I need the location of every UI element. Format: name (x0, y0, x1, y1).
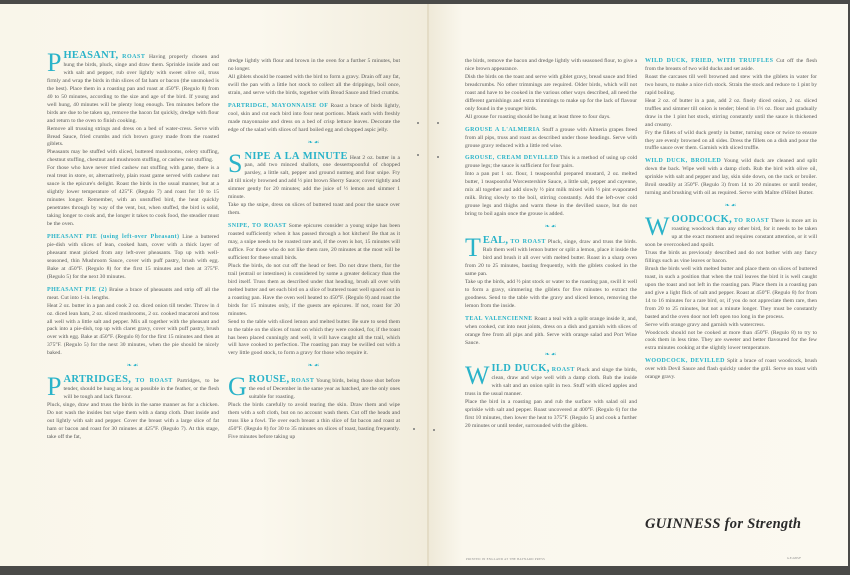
recipe-title: NIPE A LA MINUTE (244, 150, 348, 162)
catalog-code: G.E.2265/F (787, 556, 802, 560)
recipe-paragraph (228, 103, 400, 135)
column-4 (645, 58, 817, 387)
recipe-text: Pluck and singe the birds, clean, draw and wipe well with a damp cloth. Rub the inside with salt and an onion split in two. Stuff with sliced apples and truss in the usual manner. (465, 367, 637, 398)
recipe-text: All grouse for roasting should be hung at least three to four days. (465, 113, 611, 120)
recipe-section (47, 287, 219, 359)
drop-cap: S (228, 148, 243, 178)
book-spread (0, 4, 848, 566)
recipe-section (465, 361, 637, 431)
recipe-paragraph (465, 399, 637, 431)
recipe-text: Cut off the flesh from the breasts of two wild ducks and set aside. (645, 58, 817, 72)
ornament-divider: ❧☙ (126, 363, 140, 370)
recipe-title: ARTRIDGES, (63, 374, 132, 386)
drop-cap: G (228, 372, 247, 402)
recipe-section (228, 58, 400, 98)
binding-mark (437, 156, 439, 158)
recipe-text: Brush the birds well with melted butter and place them on slices of buttered toast, in such a position that when the trail leaves the bird it is well caught upon the toast and not left in the roasting pan. Place them in a roasting pan and give a light flick of salt and pepper. Roast at 450°F. (Regulo 8) for from 14 to 16 minutes for a rare bird, or, if you do not appreciate them rare, then from 20 to 25 minutes, but not a minute longer. They must be constantly basted and the oven door not left open too long in the process. (645, 265, 817, 320)
recipe-subtitle: ROAST (291, 378, 315, 385)
recipe-paragraph (465, 233, 638, 279)
recipe-section (465, 233, 638, 311)
recipe-text: Woodcock should not be cooked at more than 450°F. (Regulo 8) to try to cook them in less time. They are sweeter and better flavoured for the few extra minutes cooking at the slightly lower temperature. (645, 329, 817, 352)
recipe-section (228, 148, 400, 219)
recipe-paragraph (645, 358, 817, 382)
recipe-section (47, 234, 219, 282)
recipe-paragraph (228, 402, 400, 442)
recipe-paragraph (645, 212, 817, 250)
recipe-section (645, 358, 817, 382)
recipe-text: Pluck the birds, do not cut off the head or feet. Do not draw them, for the trail (entrail or intestines) is considered by some a greater delicacy than the bird itself. Truss them as described under that heading, brush all over with melted butter and set each bird on a slice of buttered toast well spaced out in a roasting pan. Have the oven well heated to 450°F. (Regulo 8) and roast the birds for 15 minutes only, if the guests are epicures. If not, roast for 20 minutes. (228, 262, 400, 317)
recipe-text: Roast a teal with a split orange inside it, and, when cooked, cut into neat joints, dress on a dish and garnish with slices of orange free from all pips and pith. Serve with orange salad and Port Wine Sauce. (465, 315, 638, 346)
recipe-title: GROUSE, CREAM DEVILLED (465, 155, 559, 162)
recipe-text: Heat 2 oz. of butter in a pan, add 2 oz. finely diced onion, 2 oz. sliced truffles and simmer till onion is tender; blend in 1½ oz. flour and gradually draw in the 1 pint hot stock, stirring constantly until the sauce is thickened and creamy. (645, 97, 817, 128)
recipe-paragraph (645, 74, 817, 98)
binding-mark (417, 122, 419, 124)
recipe-title: OODCOCK, (671, 214, 732, 226)
recipe-text: Braise a brace of pheasants and strip off all the meat. Cut into 1-in. lengths. (47, 286, 219, 301)
drop-cap: T (465, 233, 481, 263)
recipe-section (228, 372, 400, 442)
recipe-paragraph (47, 149, 219, 165)
recipe-subtitle: TO ROAST (733, 218, 770, 225)
recipe-text: Place the bird in a roasting pan and rub the surface with salad oil and sprinkle with salt and pepper. Roast uncovered at 400°F. (Regulo 6) for the first 10 minutes, then lower the heat to 375°F. (Regulo 5) and cook a further 20 minutes or until tender, surrounded with the giblets. (465, 399, 637, 430)
drop-cap: W (645, 212, 670, 242)
recipe-text: Line a buttered pie-dish with slices of lean, cooked ham, cover with a thick layer of pheasant meat picked from any left-over pheasants. Top up with well-seasoned, thin Mushroom Sauce, cover with puff pastry, brush with egg. Bake at 450°F. (Regulo 8) for the first 15 minutes and then at 375°F. (Regulo 5) for the next 30 minutes. (47, 233, 220, 280)
recipe-paragraph (645, 98, 817, 130)
recipe-text: Take up the snipe, dress on slices of buttered toast and pour the sauce over them. (228, 202, 400, 217)
recipe-paragraph (645, 130, 817, 154)
recipe-section (465, 127, 637, 151)
recipe-paragraph (645, 58, 817, 74)
recipe-subtitle: TO ROAST (510, 239, 546, 246)
recipe-title: ILD DUCK, (491, 363, 550, 375)
ornament-divider: ❧☙ (544, 224, 558, 231)
recipe-title: HEASANT, (63, 50, 119, 61)
recipe-text: Partridges, to be tender, should be hung as long as possible in the feather, or the flesh will be tough and lack flavour. (63, 378, 219, 401)
binding-mark (413, 428, 415, 430)
recipe-section (465, 155, 637, 219)
ornament-divider: ❧☙ (544, 352, 558, 359)
binding-mark (417, 154, 419, 156)
recipe-text: Heat 2 oz. butter in a pan and cook 2 oz. diced onion till tender. Throw in 4 oz. diced lean ham, 2 oz. sliced mushrooms, 2 oz. cooked macaroni and toss all well with a little salt and pepper. Mix all together with the pheasant and pack into a pie-dish, top up with claret gravy, cover with puff pastry, brush over with egg. Bake at 450°F. (Regulo 8) for the first 15 minutes and then at 375°F. (Regulo 5) for the next 30 minutes, when the pie should be nicely baked. (47, 302, 219, 357)
recipe-paragraph (228, 263, 400, 319)
recipe-title: WILD DUCK, BROILED (645, 158, 722, 165)
recipe-section (465, 58, 637, 122)
column-3 (465, 58, 637, 436)
recipe-paragraph (47, 126, 219, 150)
recipe-text: Young wild duck are cleaned and split down the back. Wipe well with a damp cloth. Rub the bird with olive oil, sprinkle with salt and pepper and lay, skin side down, on the rack or broiler. Broil steadily at 350°F. (Regulo 3) from 14 to 20 minutes or until tender, turning and brushing with oil as required. Serve with Maître d'Hôtel Butter. (645, 158, 817, 197)
recipe-paragraph (228, 58, 400, 74)
recipe-text: For those who have never tried cashew nut stuffing with game, there is a real treat in store, or, alternatively, plain roast game served with cashew nut sauce is the epicure's delight. Roast the birds in the usual manner, but at a slightly lower temperature of 425°F. (Regulo 7) and roast for 10 to 15 minutes longer. Remember, with an unstuffed bird, the heat quickly penetrates through by way of the vent, but, when stuffed, the bird is solid, taking longer to cook and, the longer it takes to cook food, the steadier must be the oven. (47, 165, 219, 228)
recipe-title: GROUSE A L'ALMERIA (465, 126, 541, 133)
recipe-paragraph (47, 48, 220, 126)
recipe-title: EAL, (482, 235, 509, 247)
recipe-paragraph (645, 322, 817, 330)
recipe-title: PHEASANT PIE (2) (47, 286, 108, 293)
recipe-paragraph (465, 316, 637, 348)
recipe-paragraph (228, 223, 400, 263)
recipe-paragraph (645, 266, 817, 322)
ornament-divider: ❧☙ (724, 203, 738, 210)
recipe-text: Roast a brace of birds lightly, cool, skin and cut each bird into four neat portions. Mask each with freshly made mayonnaise and dress on a bed of crisp lettuce leaves. Decorate the edge of the salad with slices of hard boiled egg and chopped aspic jelly. (228, 102, 400, 133)
recipe-subtitle: ROAST (551, 367, 575, 374)
recipe-paragraph (465, 279, 637, 311)
recipe-text: Pluck, singe, draw and truss the birds. Rub them well with lemon butter or split a lemon, place it inside the bird and brush it all over with melted butter. Roast in a sharp oven from 20 to 25 minutes, basting frequently, with the giblets cooked in the same pan. (465, 239, 638, 277)
recipe-paragraph (465, 361, 637, 399)
recipe-text: Dish the birds on the toast and serve with giblet gravy, bread sauce and fried breadcrumbs. No other trimmings are required. Older birds, which will not roast and have to be cooked in the various other ways described, all need the different garnishings and extra trimmings to make up for the lack of flavour only found in the younger birds. (465, 73, 637, 112)
book-gutter (427, 4, 429, 566)
recipe-text: Pheasants may be stuffed with sliced, buttered mushrooms, celery stuffing, chestnut stuffing, chestnut and mushroom stuffing, or cashew nut stuffing. (47, 149, 219, 164)
recipe-section (228, 223, 400, 358)
column-2 (228, 58, 400, 447)
recipe-paragraph (228, 148, 400, 203)
binding-mark (437, 122, 439, 124)
ornament-divider: ❧☙ (307, 139, 321, 146)
recipe-text: Split a brace of roast woodcock, brush over with Devil Sauce and flash quickly under the grill. Serve on toast with orange gravy. (645, 358, 818, 381)
recipe-section (645, 158, 817, 198)
recipe-title: WOODCOCK, DEVILLED (645, 358, 725, 365)
recipe-text: Into a pan put 1 oz. flour, 1 teaspoonful prepared mustard, 2 oz. melted butter, 1 teaspoonful Worcestershire Sauce, a little salt, pepper and cayenne, mix all together and add slowly ½ pint milk mixed with ½ pint evaporated milk. Bring slowly to the boil, stirring constantly. Add the left-over cold grouse legs and thighs and warm these in the devilled sauce, but do not bring to boil again once the grouse is added. (465, 171, 637, 218)
recipe-text: Pluck, singe, draw and truss the birds in the same manner as for a chicken. Do not wash the insides but wipe them with a damp cloth. Dust inside and out lightly with salt and pepper. Cover the breast with a large slice of fat ham or bacon and roast for 30 minutes at 425°F. (Regulo 7). At this stage, take off the fat, (47, 402, 219, 440)
recipe-paragraph (645, 250, 817, 266)
recipe-text: Heat 2 oz. butter in a pan, add two minced shallots, one dessertspoonful of chopped parsley, a little salt, pepper and ground nutmeg and four snipe. Fry all till nicely browned and add ½ pint brown Sherry Sauce; cover tightly and simmer gently for 20 minutes; add the juice of ½ lemon and simmer 1 minute. (228, 154, 400, 201)
recipe-text: This is a method of using up cold grouse legs; the sauce is sufficient for four pairs. (465, 155, 637, 170)
recipe-section (645, 212, 817, 353)
recipe-text: All giblets should be roasted with the bird to form a gravy. Drain off any fat, swill the pan with a little hot stock to collect all the drippings, boil once, strain, and serve with the birds, together with Bread Sauce and fried crumbs. (228, 73, 400, 96)
recipe-paragraph (228, 74, 400, 98)
printer-credit: PRINTED IN ENGLAND AT THE BAYNARD PRESS (466, 557, 546, 561)
guinness-slogan: GUINNESS for Strength (645, 516, 802, 532)
recipe-text: Some epicures consider a young snipe has been roasted sufficiently when it has passed through a hot kitchen! Be that as it may, a snipe needs to be roasted rare and, if the oven is hot, 15 minutes will suffice. For those who do not like them rare, 20 minutes at the most will be sufficient for these small birds. (228, 223, 400, 261)
recipe-paragraph (228, 202, 400, 218)
recipe-paragraph (47, 234, 219, 282)
recipe-paragraph (465, 171, 637, 219)
recipe-section (228, 103, 400, 135)
recipe-title: SNIPE, TO ROAST (228, 223, 287, 230)
recipe-title: TEAL VALENCIENNE (465, 315, 533, 322)
ornament-divider: ❧☙ (307, 363, 321, 370)
recipe-text: the birds, remove the bacon and dredge lightly with seasoned flour, to give a nice brown appearance. (465, 58, 637, 72)
recipe-paragraph (47, 372, 219, 402)
recipe-subtitle: ROAST (122, 54, 146, 60)
binding-mark (433, 429, 435, 431)
recipe-text: Pluck the birds carefully to avoid tearing the skin. Draw them and wipe them with a soft cloth, but on no account wash them. Cut off the heads and truss like a fowl. Tie over each breast a thin slice of fat bacon and roast at 450°F. (Regulo 8) for 30 to 35 minutes on slices of toast, basting frequently. Five minutes before taking up (228, 402, 400, 440)
recipe-text: Send to the table with sliced lemon and melted butter. Be sure to send them to the table on the slices of toast on which they were cooked, for, if the toast has been placed cunningly and well, it will have caught all the trail, which will have cooked to perfection. The roasting pan may be swilled out with a very little good stock, to form a gravy for those who require it. (228, 318, 400, 357)
recipe-section (47, 48, 220, 229)
recipe-title: ROUSE, (248, 374, 290, 386)
recipe-paragraph (228, 372, 400, 402)
drop-cap: P (47, 48, 62, 77)
recipe-text: Serve with orange gravy and garnish with watercress. (645, 321, 765, 328)
recipe-paragraph (228, 319, 400, 359)
recipe-paragraph (645, 330, 817, 354)
recipe-paragraph (47, 402, 219, 442)
recipe-section (47, 372, 219, 442)
recipe-paragraph (645, 158, 817, 198)
recipe-paragraph (465, 155, 637, 171)
recipe-text: Stuff a grouse with Almeria grapes freed from all pips, truss and roast as described under those headings. Serve with grouse gravy reduced with a little red wine. (465, 126, 637, 149)
recipe-paragraph (47, 165, 219, 229)
recipe-text: Fry the fillets of wild duck gently in butter, turning once or twice to ensure they are evenly browned on all sides. Dress the fillets on a dish and pour the truffle sauce over them. Garnish with sliced truffle. (645, 129, 817, 152)
recipe-paragraph (47, 303, 219, 359)
recipe-title: WILD DUCK, FRIED, WITH TRUFFLES (645, 58, 774, 64)
recipe-text: dredge lightly with flour and brown in the oven for a further 5 minutes, but no longer. (228, 58, 400, 72)
recipe-text: Having properly chosen and hung the birds, pluck, singe and draw them. Sprinkle inside and out with salt and pepper, rub over lightly with sweet olive oil, truss firmly and wrap the birds in thin slices of fat ham or bacon (the unsmoked is the best). Place them in a roasting pan and roast at 450°F. (Regulo 8) from 40 to 50 minutes, according to the size and age of the bird. If young and well hung, 40 minutes will be plenty long enough. Ten minutes before the birds are due to be taken up, remove the bacon fat quickly, dredge with flour and return to the oven to finish cooking. (47, 54, 220, 124)
recipe-text: Young birds, being those shot before the end of December in the same year as hatched, are the only ones suitable for roasting. (248, 378, 400, 401)
recipe-subtitle: TO ROAST (135, 378, 173, 385)
recipe-paragraph (465, 74, 637, 114)
column-1 (47, 48, 220, 447)
recipe-text: Remove all trussing strings and dress on a bed of water-cress. Serve with Bread Sauce, fried crumbs and rich brown gravy made from the roasted giblets. (47, 125, 219, 148)
recipe-text: There is more art in roasting woodcock than any other bird, for it needs to be taken up at the exact moment and requires constant attention, or it will soon be overcooked and spoilt. (645, 218, 817, 249)
recipe-section (645, 58, 817, 153)
recipe-text: Take up the birds, add ½ pint stock or water to the roasting pan, swill it well to form a gravy, simmering the giblets for five minutes to extract the goodness. Send to the table with the gravy and sliced lemon, removing the lemon from the inside. (465, 278, 637, 309)
recipe-title: PHEASANT PIE (using left-over Pheasant) (47, 233, 180, 240)
recipe-paragraph (465, 114, 637, 122)
recipe-paragraph (47, 287, 219, 303)
recipe-title: PARTRIDGE, MAYONNAISE OF (228, 102, 329, 109)
recipe-paragraph (465, 58, 637, 74)
recipe-paragraph (465, 127, 637, 151)
drop-cap: W (465, 361, 490, 391)
recipe-text: Truss the birds as previously described and do not bother with any fancy fillings such as vine leaves or bacon. (645, 249, 817, 264)
drop-cap: P (47, 372, 62, 402)
recipe-section (465, 316, 637, 348)
recipe-text: Roast the carcases till well browned and stew with the giblets in water for two hours, to make a nice rich stock. Strain the stock and reduce to 1 pint by rapid boiling. (645, 73, 817, 96)
